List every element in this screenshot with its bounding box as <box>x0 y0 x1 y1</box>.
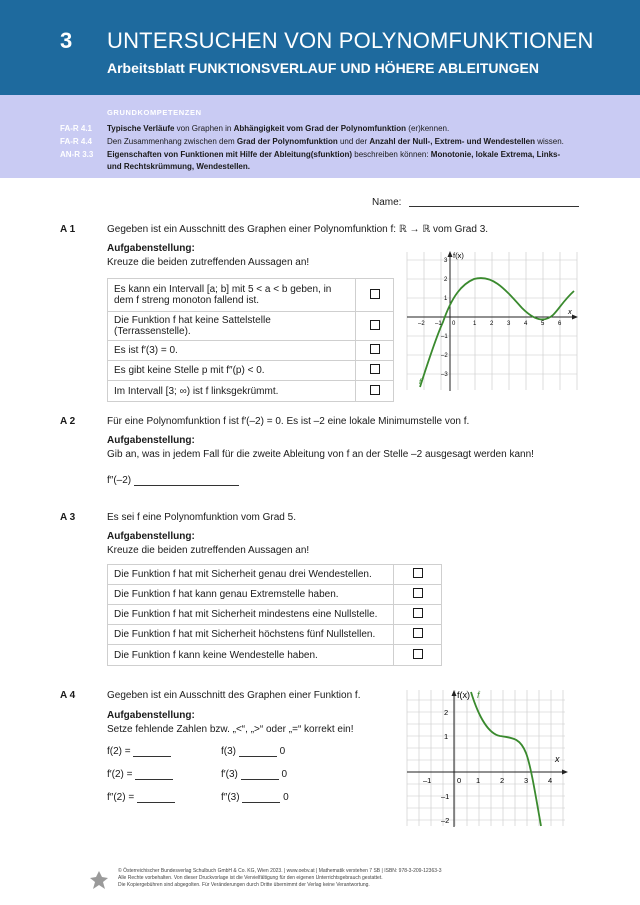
y-tick: 1 <box>444 732 449 741</box>
competencies-box <box>0 95 640 178</box>
option-text: Die Funktion f hat mit Sicherheit genau drei Wendestellen. <box>108 565 394 585</box>
y-axis-label: f(x) <box>457 690 470 700</box>
checkbox[interactable] <box>370 385 380 395</box>
a3-options-table <box>107 564 442 666</box>
x-ticks <box>418 321 562 327</box>
task-heading: Aufgabenstellung: <box>107 710 195 721</box>
competency-text: Eigenschaften von Funktionen mit Hilfe der Ableitung(sfunktion) beschreiben können: Monotonie, lokale Extrema, Links- und Rechtskrümmung, Wendestellen. <box>107 150 561 171</box>
option-text: Die Funktion f hat mit Sicherheit höchstens fünf Nullstellen. <box>108 625 394 645</box>
task-number: A 1 <box>60 224 76 235</box>
grid <box>407 690 565 826</box>
answer-blank[interactable] <box>241 769 279 780</box>
task-instruction: Gib an, was in jedem Fall für die zweite Ableitung von f an der Stelle –2 ausgesagt werden kann! <box>107 449 534 460</box>
name-label: Name: <box>372 197 402 208</box>
y-ticks <box>441 708 449 825</box>
checkbox[interactable] <box>370 289 380 299</box>
task-intro: Es sei f eine Polynomfunktion vom Grad 5. <box>107 512 296 523</box>
answer-blank[interactable] <box>137 792 175 803</box>
x-tick: 4 <box>548 776 553 785</box>
x-tick: 6 <box>558 321 562 327</box>
y-axis-arrow <box>448 251 453 257</box>
option-row <box>108 312 394 341</box>
y-tick: –2 <box>441 816 450 825</box>
checkbox[interactable] <box>413 588 423 598</box>
x-tick: 3 <box>524 776 529 785</box>
competency-code: FA-R 4.4 <box>60 137 93 146</box>
x-tick: –2 <box>418 321 425 327</box>
x-tick: 1 <box>476 776 481 785</box>
y-tick: –2 <box>441 353 448 359</box>
option-text: Die Funktion f hat kann genau Extremstelle haben. <box>108 585 394 605</box>
option-row <box>108 625 442 645</box>
option-row <box>108 341 394 361</box>
y-tick: 2 <box>444 708 449 717</box>
a1-graph <box>404 250 580 392</box>
y-tick: 3 <box>444 258 448 264</box>
y-tick: 1 <box>444 296 448 302</box>
y-axis-arrow <box>452 690 457 696</box>
name-input-line[interactable] <box>409 206 579 207</box>
checkbox[interactable] <box>370 364 380 374</box>
option-row <box>108 585 442 605</box>
option-row <box>108 381 394 402</box>
task-heading: Aufgabenstellung: <box>107 435 195 446</box>
checkbox[interactable] <box>370 344 380 354</box>
task-heading: Aufgabenstellung: <box>107 531 195 542</box>
checkbox[interactable] <box>413 628 423 638</box>
competency-code: FA-R 4.1 <box>60 124 93 133</box>
x-tick: 5 <box>541 321 545 327</box>
task-number: A 2 <box>60 416 76 427</box>
checkbox[interactable] <box>413 649 423 659</box>
task-intro: Für eine Polynomfunktion f ist f′(–2) = 0. Es ist –2 eine lokale Minimumstelle von f. <box>107 416 470 427</box>
curve-label: f <box>477 690 480 700</box>
task-intro: Gegeben ist ein Ausschnitt des Graphen einer Funktion f. <box>107 690 361 701</box>
fill-row: f(3) 0 <box>221 746 286 757</box>
option-row <box>108 645 442 666</box>
x-axis-label: x <box>555 754 560 764</box>
y-axis-label: f(x) <box>453 251 464 260</box>
publisher-logo-icon <box>89 870 109 890</box>
option-row <box>108 361 394 381</box>
fill-row: f′(2) = <box>107 769 173 780</box>
task-number: A 3 <box>60 512 76 523</box>
x-tick: –1 <box>435 321 442 327</box>
x-tick: –1 <box>423 776 432 785</box>
task-instruction: Kreuze die beiden zutreffenden Aussagen an! <box>107 257 310 268</box>
answer-blank[interactable] <box>134 475 239 486</box>
chapter-number: 3 <box>60 28 73 53</box>
fill-row: f″(2) = <box>107 792 175 803</box>
option-text: Es kann ein Intervall [a; b] mit 5 < a < b geben, in dem f streng monoton fallend ist. <box>108 279 356 312</box>
option-text: Es gibt keine Stelle p mit f″(p) < 0. <box>108 361 356 381</box>
a1-options-table <box>107 278 394 402</box>
option-row <box>108 605 442 625</box>
fill-row: f′(3) 0 <box>221 769 287 780</box>
option-text: Die Funktion f hat keine Sattelstelle (Terrassenstelle). <box>108 312 356 341</box>
option-row <box>108 279 394 312</box>
curve-f <box>420 278 574 387</box>
competency-text: Typische Verläufe von Graphen in Abhängigkeit vom Grad der Polynomfunktion (er)kennen. <box>107 124 450 133</box>
y-tick: –3 <box>441 372 448 378</box>
competency-code: AN-R 3.3 <box>60 150 94 159</box>
chapter-title: UNTERSUCHEN VON POLYNOMFUNKTIONEN <box>107 28 594 53</box>
option-row <box>108 565 442 585</box>
page-header <box>0 0 640 95</box>
x-axis-arrow <box>562 770 568 775</box>
x-tick: 2 <box>500 776 505 785</box>
x-tick: 1 <box>473 321 477 327</box>
answer-blank[interactable] <box>133 746 171 757</box>
a4-graph <box>405 688 573 828</box>
y-tick: –1 <box>441 792 450 801</box>
checkbox[interactable] <box>370 320 380 330</box>
competency-text: Den Zusammenhang zwischen dem Grad der Polynomfunktion und der Anzahl der Null-, Extrem- und Wendestellen wissen. <box>107 137 564 146</box>
option-text: Im Intervall [3; ∞) ist f linksgekrümmt. <box>108 381 356 402</box>
task-intro: Gegeben ist ein Ausschnitt des Graphen einer Polynomfunktion f: ℝ → ℝ vom Grad 3. <box>107 224 489 235</box>
task-instruction: Setze fehlende Zahlen bzw. „<“, „>“ oder „=“ korrekt ein! <box>107 724 354 735</box>
task-instruction: Kreuze die beiden zutreffenden Aussagen an! <box>107 545 310 556</box>
option-text: Die Funktion f kann keine Wendestelle haben. <box>108 645 394 666</box>
x-axis-label: x <box>568 307 572 316</box>
fill-row: f″(3) 0 <box>221 792 289 803</box>
checkbox[interactable] <box>413 608 423 618</box>
option-text: Es ist f′(3) = 0. <box>108 341 356 361</box>
footer-copyright: © Österreichischer Bundesverlag Schulbuch GmbH & Co. KG, Wien 2023. | www.oebv.at | Mathematik verstehen 7 SB | ISBN: 978-3-209-12363-3 Alle Rechte vorbehalten. Von dieser Druckvorlage ist die Vervielfältigung für den eigenen Unterrichtsgebrauch gestattet. Die Kopiergebühren sind abgegolten. Für Veränderungen durch Dritte übernimmt der Verlag keine Verantwortung. <box>118 868 442 888</box>
x-tick: 4 <box>524 321 528 327</box>
checkbox[interactable] <box>413 568 423 578</box>
x-tick: 2 <box>490 321 494 327</box>
answer-blank[interactable] <box>242 792 280 803</box>
x-tick: 3 <box>507 321 511 327</box>
option-text: Die Funktion f hat mit Sicherheit mindestens eine Nullstelle. <box>108 605 394 625</box>
y-tick: 2 <box>444 277 448 283</box>
fill-row: f(2) = <box>107 746 171 757</box>
answer-blank[interactable] <box>135 769 173 780</box>
x-tick: 0 <box>457 776 462 785</box>
task-number: A 4 <box>60 690 76 701</box>
worksheet-subtitle: Arbeitsblatt FUNKTIONSVERLAUF UND HÖHERE ABLEITUNGEN <box>107 60 539 76</box>
x-tick: 0 <box>452 321 456 327</box>
answer-blank[interactable] <box>239 746 277 757</box>
curve-label: f <box>419 377 422 386</box>
task-heading: Aufgabenstellung: <box>107 243 195 254</box>
answer-field: f″(–2) <box>107 475 239 486</box>
y-tick: –1 <box>441 334 448 340</box>
competencies-heading: GRUNDKOMPETENZEN <box>107 108 202 117</box>
